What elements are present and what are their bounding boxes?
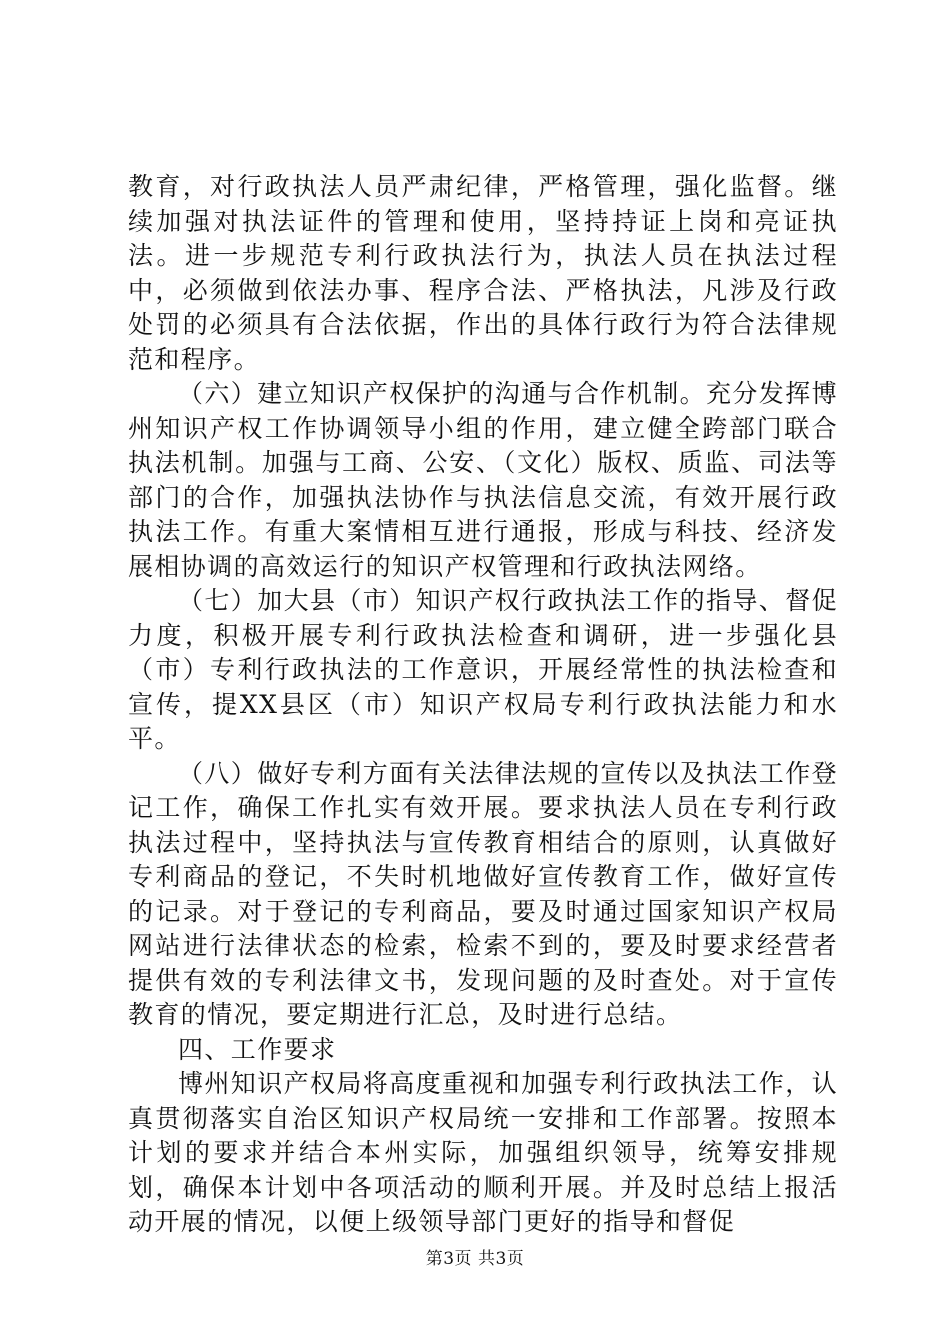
page-number-footer: 第3页 共3页 [425, 1249, 525, 1269]
paragraph-section-eight: （八）做好专利方面有关法律法规的宣传以及执法工作登记工作，确保工作扎实有效开展。要求执法人员在专利行政执法过程中，坚持执法与宣传教育相结合的原则，认真做好专利商品的登记，不失时机地做好宣传教育工作，做好宣传的记录。对于登记的专利商品，要及时通过国家知识产权局网站进行法律状态的检索，检索不到的，要及时要求经营者提供有效的专利法律文书，发现问题的及时查处。对于宣传教育的情况，要定期进行汇总，及时进行总结。 [128, 758, 839, 1029]
document-body [128, 170, 838, 1240]
section-heading-work-requirements: 四、工作要求 [178, 1034, 337, 1064]
paragraph-work-requirements: 博州知识产权局将高度重视和加强专利行政执法工作，认真贯彻落实自治区知识产权局统一安排和工作部署。按照本计划的要求并结合本州实际，加强组织领导，统筹安排规划，确保本计划中各项活动的顺利开展。并及时总结上报活动开展的情况，以便上级领导部门更好的指导和督促 [128, 1069, 839, 1236]
paragraph-section-six: （六）建立知识产权保护的沟通与合作机制。充分发挥博州知识产权工作协调领导小组的作用，建立健全跨部门联合执法机制。加强与工商、公安、（文化）版权、质监、司法等部门的合作，加强执法协作与执法信息交流，有效开展行政执法工作。有重大案情相互进行通报，形成与科技、经济发展相协调的高效运行的知识产权管理和行政执法网络。 [128, 379, 839, 581]
paragraph-continuation: 教育，对行政执法人员严肃纪律，严格管理，强化监督。继续加强对执法证件的管理和使用，坚持持证上岗和亮证执法。进一步规范专利行政执法行为，执法人员在执法过程中，必须做到依法办事、程序合法、严格执法，凡涉及行政处罚的必须具有合法依据，作出的具体行政行为符合法律规范和程序。 [128, 172, 838, 374]
paragraph-section-seven: （七）加大县（市）知识产权行政执法工作的指导、督促力度，积极开展专利行政执法检查和调研，进一步强化县（市）专利行政执法的工作意识，开展经常性的执法检查和宣传，提XX县区（市）知识产权局专利行政执法能力和水平。 [128, 586, 839, 753]
